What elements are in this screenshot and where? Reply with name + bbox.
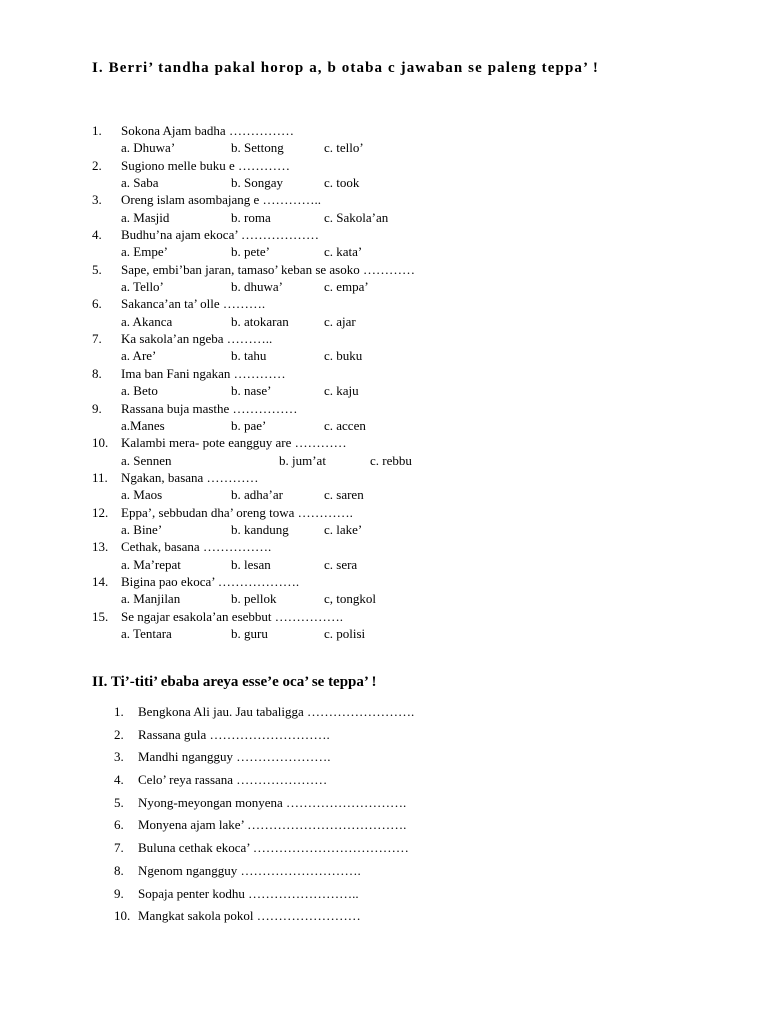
question-row: [0, 330, 768, 347]
fill-in-item: [0, 704, 768, 727]
option-a: a. Tentara: [121, 625, 172, 641]
question-row: [0, 538, 768, 555]
item-text: Celo’ reya rassana …………………: [138, 772, 328, 788]
question-number: 11.: [92, 469, 108, 485]
option-b: b. pete’: [231, 244, 270, 260]
item-text: Sopaja penter kodhu ……………………..: [138, 885, 359, 901]
option-b: b. adha’ar: [231, 487, 283, 503]
fill-in-list: [0, 704, 768, 931]
question-number: 12.: [92, 504, 109, 520]
fill-in-item: [0, 772, 768, 795]
question-row: [0, 157, 768, 174]
question-text: Cethak, basana …………….: [121, 539, 272, 555]
question-number: 7.: [92, 331, 102, 347]
item-text: Ngenom ngangguy ……………………….: [138, 862, 361, 878]
item-number: 10.: [114, 908, 131, 924]
options-row: [0, 556, 768, 573]
options-row: [0, 347, 768, 364]
question-number: 10.: [92, 435, 109, 451]
fill-in-item: [0, 908, 768, 931]
item-text: Rassana gula ……………………….: [138, 726, 330, 742]
option-c: c. buku: [324, 348, 363, 364]
option-c: c. accen: [324, 417, 366, 433]
item-number: 5.: [114, 794, 124, 810]
option-b: b. Songay: [231, 175, 283, 191]
option-b: b. pae’: [231, 417, 267, 433]
option-c: c. saren: [324, 487, 364, 503]
option-b: b. Settong: [231, 140, 284, 156]
option-c: c, tongkol: [324, 591, 376, 607]
fill-in-item: [0, 863, 768, 886]
option-c: c. ajar: [324, 313, 356, 329]
question-number: 3.: [92, 192, 102, 208]
item-text: Bengkona Ali jau. Jau tabaligga …………………….: [138, 704, 415, 719]
option-b: b. dhuwa’: [231, 279, 283, 295]
question-text: Kalambi mera- pote eangguy are …………: [121, 435, 347, 451]
question-text: Sugiono melle buku e …………: [121, 157, 290, 173]
options-row: [0, 590, 768, 607]
item-number: 3.: [114, 749, 124, 765]
option-c: c. lake’: [324, 521, 363, 537]
option-b: b. guru: [231, 625, 268, 641]
option-c: c. tello’: [324, 140, 364, 156]
fill-in-item: [0, 817, 768, 840]
question-text: Sokona Ajam badha ……………: [121, 123, 294, 138]
question-row: [0, 122, 768, 139]
section-2-title: II. Ti’-titi’ ebaba areya esse’e oca’ se teppa’ !: [92, 674, 377, 690]
options-row: [0, 174, 768, 191]
options-row: [0, 417, 768, 434]
question-row: [0, 573, 768, 590]
item-number: 9.: [114, 885, 124, 901]
options-row: [0, 452, 768, 469]
question-row: [0, 295, 768, 312]
item-text: Monyena ajam lake’ ……………………………….: [138, 817, 407, 833]
question-row: [0, 608, 768, 625]
question-number: 14.: [92, 573, 109, 589]
question-number: 5.: [92, 261, 102, 277]
item-number: 7.: [114, 840, 124, 856]
options-row: [0, 486, 768, 503]
option-a: a. Dhuwa’: [121, 140, 176, 156]
fill-in-item: [0, 749, 768, 772]
item-number: 1.: [114, 704, 124, 719]
question-row: [0, 434, 768, 451]
question-row: [0, 400, 768, 417]
question-number: 15.: [92, 608, 109, 624]
item-number: 2.: [114, 726, 124, 742]
options-row: [0, 382, 768, 399]
question-row: [0, 504, 768, 521]
question-row: [0, 365, 768, 382]
option-a: a. Beto: [121, 383, 158, 399]
option-c: c. kaju: [324, 383, 359, 399]
question-text: Se ngajar esakola’an esebbut …………….: [121, 608, 344, 624]
option-c: c. took: [324, 175, 360, 191]
option-a: a. Are’: [121, 348, 157, 364]
question-text: Ka sakola’an ngeba ………..: [121, 331, 273, 347]
option-b: b. atokaran: [231, 313, 289, 329]
question-number: 9.: [92, 400, 102, 416]
item-number: 8.: [114, 862, 124, 878]
options-row: [0, 625, 768, 642]
item-text: Buluna cethak ekoca’ ………………………………: [138, 840, 409, 856]
question-text: Eppa’, sebbudan dha’ oreng towa ………….: [121, 504, 353, 520]
item-number: 4.: [114, 772, 124, 788]
option-a: a. Masjid: [121, 209, 170, 225]
options-row: [0, 243, 768, 260]
options-row: [0, 209, 768, 226]
option-b: b. nase’: [231, 383, 272, 399]
option-a: a. Bine’: [121, 521, 163, 537]
question-text: Bigina pao ekoca’ ……………….: [121, 573, 300, 589]
option-c: c. kata’: [324, 244, 363, 260]
options-row: [0, 139, 768, 156]
question-text: Rassana buja masthe ……………: [121, 400, 298, 416]
question-number: 1.: [92, 123, 102, 138]
option-a: a. Tello’: [121, 279, 164, 295]
question-text: Ima ban Fani ngakan …………: [121, 365, 286, 381]
fill-in-item: [0, 840, 768, 863]
fill-in-item: [0, 886, 768, 909]
option-a: a.Manes: [121, 417, 165, 433]
question-number: 6.: [92, 296, 102, 312]
question-number: 2.: [92, 157, 102, 173]
option-a: a. Saba: [121, 175, 159, 191]
option-a: a. Akanca: [121, 313, 173, 329]
section-1-title: I. Berri’ tandha pakal horop a, b otaba c jawaban se paleng teppa’ !: [92, 60, 599, 76]
item-text: Nyong-meyongan monyena ……………………….: [138, 794, 407, 810]
option-a: a. Maos: [121, 487, 163, 503]
question-text: Oreng islam asombajang e …………..: [121, 192, 322, 208]
item-text: Mandhi ngangguy ………………….: [138, 749, 331, 765]
option-b: b. pellok: [231, 591, 277, 607]
option-a: a. Sennen: [121, 452, 172, 468]
question-text: Budhu’na ajam ekoca’ ………………: [121, 227, 319, 243]
option-c: c. polisi: [324, 625, 366, 641]
option-b: b. kandung: [231, 521, 289, 537]
fill-in-item: [0, 795, 768, 818]
option-c: c. Sakola’an: [324, 209, 389, 225]
question-number: 4.: [92, 227, 102, 243]
question-row: [0, 261, 768, 278]
multiple-choice-list: [0, 122, 768, 642]
question-row: [0, 226, 768, 243]
option-a: a. Manjilan: [121, 591, 181, 607]
option-a: a. Empe’: [121, 244, 168, 260]
question-text: Sakanca’an ta’ olle ……….: [121, 296, 266, 312]
item-number: 6.: [114, 817, 124, 833]
options-row: [0, 278, 768, 295]
question-text: Sape, embi’ban jaran, tamaso’ keban se asoko …………: [121, 261, 415, 277]
options-row: [0, 521, 768, 538]
option-c: c. empa’: [324, 279, 369, 295]
item-text: Mangkat sakola pokol ……………………: [138, 908, 361, 924]
option-b: b. tahu: [231, 348, 267, 364]
question-number: 8.: [92, 365, 102, 381]
option-c: c. rebbu: [370, 452, 412, 468]
question-text: Ngakan, basana …………: [121, 469, 259, 485]
options-row: [0, 313, 768, 330]
option-a: a. Ma’repat: [121, 556, 181, 572]
option-c: c. sera: [324, 556, 358, 572]
option-b: b. jum’at: [279, 452, 326, 468]
question-number: 13.: [92, 539, 109, 555]
option-b: b. roma: [231, 209, 271, 225]
option-b: b. lesan: [231, 556, 271, 572]
question-row: [0, 191, 768, 208]
fill-in-item: [0, 727, 768, 750]
question-row: [0, 469, 768, 486]
